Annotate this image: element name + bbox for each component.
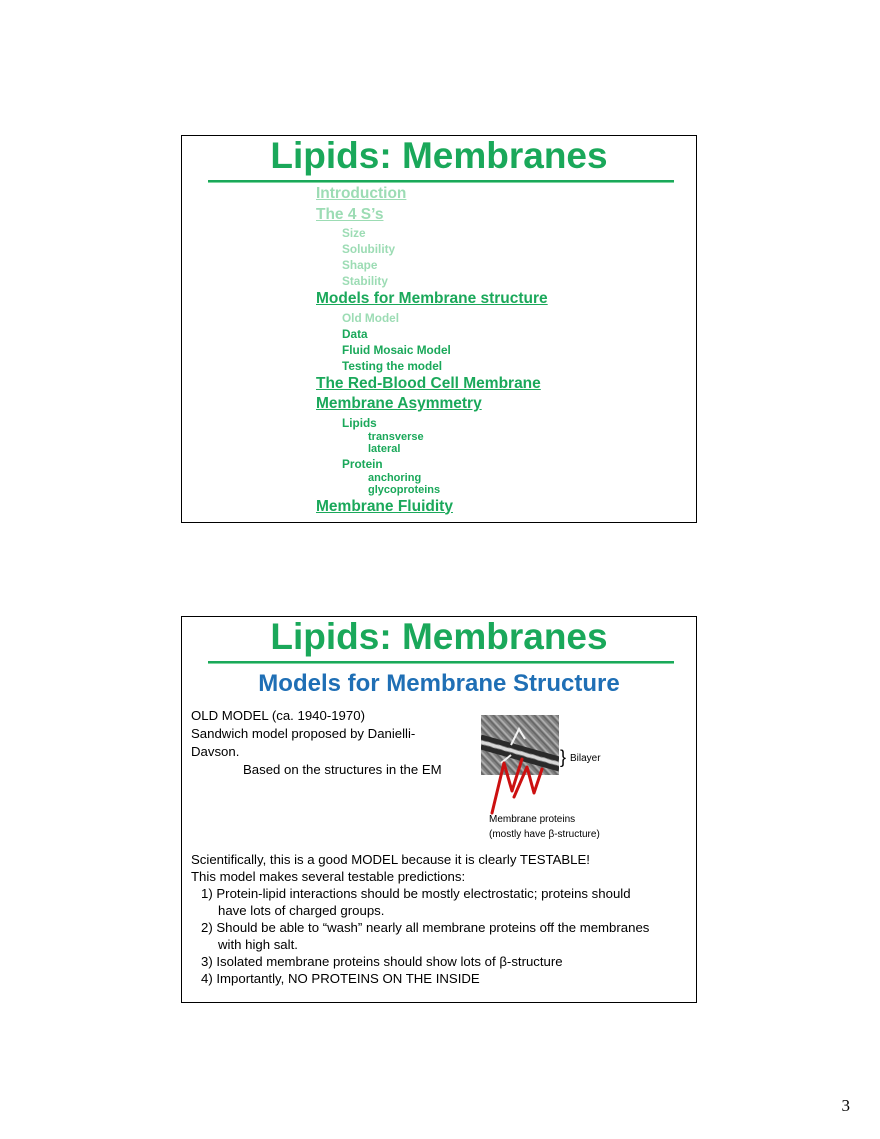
outline-item: Protein	[342, 456, 383, 471]
outline-item: lateral	[368, 443, 401, 455]
predictions-intro: Scientifically, this is a good MODEL because it is clearly TESTABLE!	[191, 852, 590, 867]
bilayer-label: Bilayer	[570, 753, 601, 764]
old-model-line: Based on the structures in the EM	[243, 762, 442, 777]
prediction-item: 3) Isolated membrane proteins should show lots of β-structure	[201, 954, 563, 969]
slide-subtitle: Models for Membrane Structure	[258, 670, 620, 697]
outline-item: Shape	[342, 258, 378, 272]
red-arrows-icon	[482, 757, 552, 817]
outline-item[interactable]: The Red-Blood Cell Membrane	[316, 374, 541, 392]
old-model-line: Sandwich model proposed by Danielli-	[191, 726, 416, 741]
outline-item[interactable]: Models for Membrane structure	[316, 290, 548, 307]
outline-list	[316, 184, 548, 517]
figure-caption	[489, 812, 600, 842]
page-number: 3	[841, 1096, 850, 1115]
outline-item[interactable]: Membrane Asymmetry	[316, 395, 482, 412]
outline-item: anchoring	[368, 471, 422, 484]
outline-item[interactable]: Introduction	[316, 185, 407, 202]
outline-item: Data	[342, 326, 368, 341]
prediction-item: 1) Protein-lipid interactions should be mostly electrostatic; proteins should	[201, 886, 631, 901]
outline-item: Lipids	[342, 415, 377, 430]
outline-item[interactable]: The 4 S’s	[316, 205, 384, 223]
outline-item: Testing the model	[342, 358, 443, 373]
slide-title: Lipids: Membranes	[270, 135, 608, 176]
old-model-line: OLD MODEL (ca. 1940-1970)	[191, 708, 365, 723]
outline-item: glycoproteins	[368, 484, 441, 496]
old-model-text	[191, 707, 442, 779]
outline-item: Stability	[342, 274, 388, 288]
old-model-line: Davson.	[191, 744, 240, 759]
outline-item: Solubility	[342, 242, 396, 256]
prediction-item: have lots of charged groups.	[218, 903, 385, 918]
slide-title: Lipids: Membranes	[270, 616, 608, 657]
outline-item: Fluid Mosaic Model	[342, 342, 451, 357]
title-rule	[208, 180, 674, 183]
prediction-item: 4) Importantly, NO PROTEINS ON THE INSIDE	[201, 971, 480, 986]
prediction-item: with high salt.	[218, 937, 298, 952]
title-rule	[208, 661, 674, 664]
outline-item[interactable]: Membrane Fluidity	[316, 497, 453, 515]
predictions-intro: This model makes several testable predictions:	[191, 869, 466, 884]
outline-item: Size	[342, 226, 366, 240]
caption-line: Membrane proteins	[489, 814, 576, 825]
outline-item: Old Model	[342, 310, 400, 325]
outline-item: transverse	[368, 430, 424, 443]
caption-line: (mostly have β-structure)	[489, 829, 600, 840]
slide-old-model	[181, 616, 697, 1003]
predictions-text	[191, 851, 649, 987]
prediction-item: 2) Should be able to “wash” nearly all membrane proteins off the membranes	[201, 920, 650, 935]
slide-outline	[181, 135, 697, 523]
bilayer-brace: }	[560, 747, 567, 767]
